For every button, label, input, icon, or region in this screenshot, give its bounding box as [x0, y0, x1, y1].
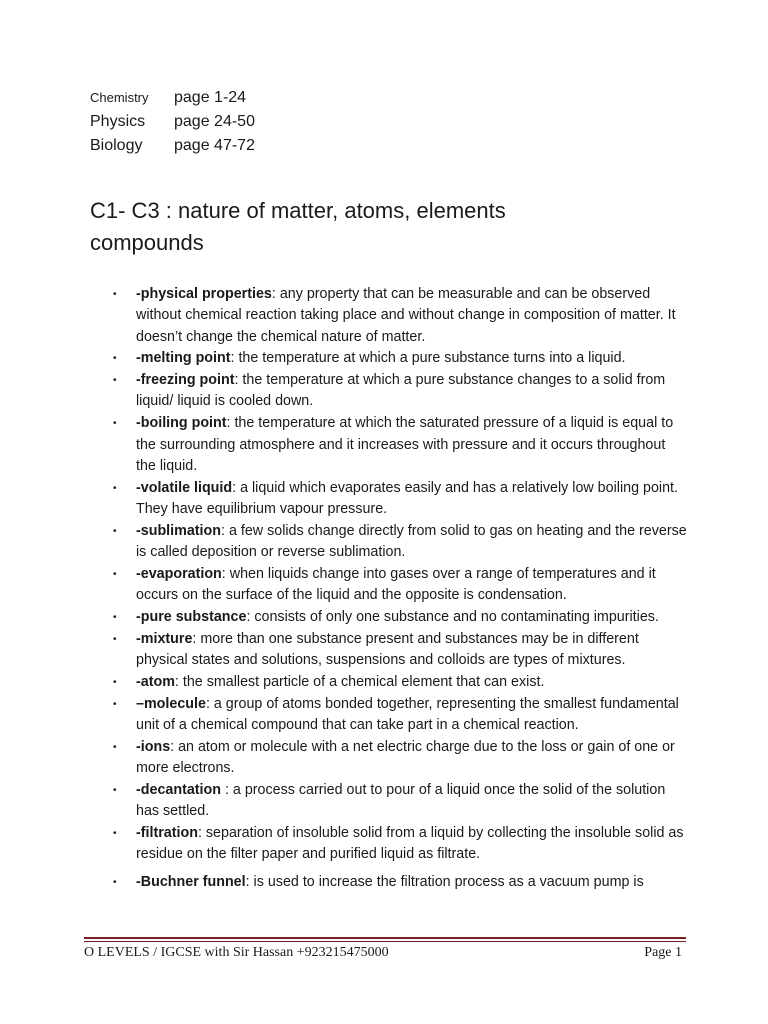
- term-definition: : any property that can be measurable and can be observed without chemical reaction taking place and without change in composition of matter. It doesn’t change the chemical nature of matter.: [136, 286, 676, 345]
- bullet-icon: •: [113, 784, 117, 796]
- list-item: [112, 823, 687, 866]
- list-item: [112, 348, 687, 369]
- term-label: -melting point: [136, 350, 231, 367]
- term-definition: : the temperature at which a pure substance turns into a liquid.: [230, 350, 626, 367]
- term-definition: : an atom or molecule with a net electric charge due to the loss or gain of one or more electrons.: [136, 738, 675, 777]
- term-label: -atom: [136, 673, 175, 690]
- bullet-icon: •: [113, 676, 117, 688]
- term-label: -ions: [136, 738, 171, 755]
- toc-row-physics: [90, 113, 255, 137]
- bullet-icon: •: [113, 876, 117, 888]
- bullet-icon: •: [113, 289, 117, 300]
- term-label: -pure substance: [136, 608, 247, 625]
- bullet-icon: •: [113, 741, 117, 753]
- term-definition: : separation of insoluble solid from a liquid by collecting the insoluble solid as residue on the filter paper and purified liquid as filtrate.: [136, 824, 684, 863]
- term-definition: : consists of only one substance and no contaminating impurities.: [246, 608, 659, 625]
- term-label: -Buchner funnel: [136, 873, 246, 890]
- toc-pages: page 47-72: [174, 137, 255, 154]
- bullet-icon: •: [113, 633, 117, 645]
- term-definition: : is used to increase the filtration process as a vacuum pump is: [245, 873, 644, 890]
- term-label: -boiling point: [136, 415, 227, 432]
- term-label: -mixture: [136, 630, 193, 647]
- toc-row-biology: [90, 137, 255, 161]
- definitions-list: [112, 284, 687, 893]
- term-definition: : the temperature at which the saturated pressure of a liquid is equal to the surrounding atmosphere and it increases with pressure and it occurs throughout the liquid.: [136, 415, 674, 474]
- list-item: [112, 629, 687, 672]
- term-definition: : a group of atoms bonded together, representing the smallest fundamental unit of a chemical compound that can take part in a chemical reaction.: [136, 695, 679, 733]
- term-definition: : when liquids change into gases over a range of temperatures and it occurs on the surface of the liquid and the opposite is condensation.: [136, 565, 656, 604]
- list-item: [112, 780, 687, 823]
- list-item: [112, 478, 687, 521]
- term-definition: : a few solids change directly from solid to gas on heating and the reverse is called deposition or reverse sublimation.: [136, 522, 687, 561]
- term-label: -decantation: [136, 781, 221, 798]
- list-item: [112, 737, 687, 780]
- list-item: [112, 284, 687, 348]
- bullet-icon: •: [113, 375, 117, 387]
- term-definition: : a process carried out to pour of a liquid once the solid of the solution has settled.: [136, 781, 666, 820]
- list-item: [112, 607, 687, 628]
- toc-pages: page 24-50: [174, 113, 255, 130]
- term-label: -physical properties: [136, 286, 272, 302]
- bullet-icon: •: [113, 353, 117, 365]
- bullet-icon: •: [113, 525, 117, 537]
- toc-subject: Chemistry: [90, 90, 149, 105]
- list-item: [112, 370, 687, 413]
- footer-author: O LEVELS / IGCSE with Sir Hassan +923215475000: [84, 945, 389, 960]
- term-label: -volatile liquid: [136, 479, 233, 496]
- list-item: [112, 672, 687, 693]
- term-label: -freezing point: [136, 372, 235, 389]
- toc-row-chemistry: [90, 89, 255, 113]
- footer-rule-thin: [84, 941, 686, 942]
- term-label: –molecule: [136, 695, 206, 712]
- term-label: -evaporation: [136, 565, 222, 582]
- bullet-icon: •: [113, 611, 117, 623]
- term-definition: : the temperature at which a pure substance changes to a solid from liquid/ liquid is cooled down.: [136, 372, 666, 410]
- page-number: Page 1: [644, 945, 682, 960]
- table-of-contents: [90, 89, 255, 161]
- toc-subject: Biology: [90, 137, 143, 154]
- bullet-icon: •: [113, 482, 117, 494]
- list-item: [112, 694, 687, 737]
- term-definition: : a liquid which evaporates easily and has a relatively low boiling point. They have equilibrium vapour pressure.: [136, 479, 678, 517]
- term-definition: : the smallest particle of a chemical element that can exist.: [174, 673, 545, 690]
- list-item: [112, 564, 687, 607]
- term-label: -filtration: [136, 824, 198, 841]
- bullet-icon: •: [113, 568, 117, 580]
- bullet-icon: •: [113, 698, 117, 710]
- bullet-icon: •: [113, 827, 117, 839]
- footer-rule-thick: [84, 937, 686, 939]
- bullet-icon: •: [113, 418, 117, 430]
- list-item: [112, 872, 687, 893]
- toc-pages: page 1-24: [174, 89, 247, 106]
- section-heading: C1- C3 : nature of matter, atoms, elements compounds: [90, 198, 506, 255]
- term-definition: : more than one substance present and substances may be in different physical states and solutions, suspensions and colloids are types of mixtures.: [136, 630, 639, 669]
- list-item: [112, 521, 687, 564]
- toc-subject: Physics: [90, 113, 146, 130]
- term-label: -sublimation: [136, 522, 221, 539]
- list-item: [112, 413, 687, 477]
